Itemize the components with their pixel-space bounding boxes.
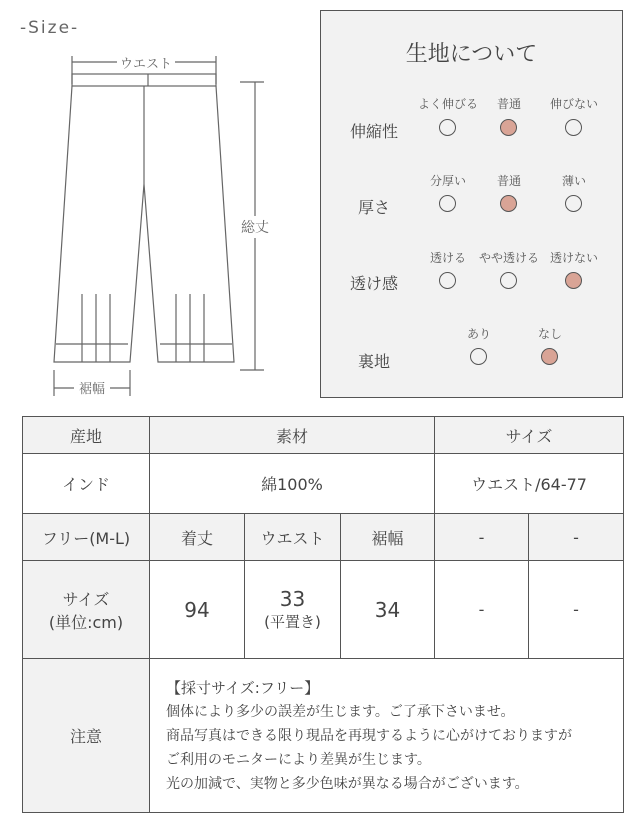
empty-header-2: -	[529, 514, 624, 561]
notes-label: 注意	[23, 659, 150, 813]
stretch-label: 伸縮性	[349, 122, 398, 141]
stretch-radio-high	[439, 119, 456, 136]
size-heading: -Size-	[20, 18, 80, 38]
empty-value-2: -	[529, 561, 624, 659]
notes-line: ご利用のモニターにより差異が生じます。	[166, 751, 431, 768]
thickness-option-thin: 薄い	[561, 174, 586, 188]
waist-value-cell	[245, 561, 341, 659]
sheerness-radio-sheer	[439, 272, 456, 289]
thickness-radio-normal	[500, 195, 517, 212]
lining-radio-no	[541, 348, 558, 365]
waist-header: ウエスト	[245, 514, 341, 561]
lining-option-no: なし	[537, 327, 562, 341]
sheerness-label: 透け感	[349, 274, 398, 293]
thickness-option-thick: 分厚い	[429, 174, 466, 188]
stretch-option-normal: 普通	[496, 97, 521, 111]
table-row	[23, 454, 624, 514]
waist-label: ウエスト	[119, 57, 173, 72]
stretch-option-high: よく伸びる	[417, 97, 478, 111]
sheerness-option-none: 透けない	[549, 251, 598, 265]
fabric-title: 生地について	[405, 42, 538, 67]
empty-value-1: -	[435, 561, 529, 659]
waist-value: 33	[279, 587, 306, 611]
thickness-radio-thick	[439, 195, 456, 212]
pants-diagram	[40, 44, 290, 404]
hem-value: 34	[341, 561, 435, 659]
table-row	[23, 659, 624, 813]
empty-header-1: -	[435, 514, 529, 561]
lining-radio-yes	[470, 348, 487, 365]
thickness-radio-thin	[565, 195, 582, 212]
length-label: 総丈	[241, 220, 269, 236]
notes-line: 光の加減で、実物と多少色味が異なる場合がございます。	[166, 775, 529, 792]
size-header: サイズ	[435, 417, 624, 454]
thickness-option-normal: 普通	[496, 174, 521, 188]
notes-heading: 【採寸サイズ:フリー】	[166, 678, 320, 697]
sheerness-option-slightly: やや透ける	[478, 251, 539, 265]
table-row	[23, 561, 624, 659]
fabric-info-panel	[320, 10, 623, 398]
size-value: ウエスト/64-77	[435, 454, 624, 514]
hem-label: 裾幅	[78, 382, 106, 397]
table-row	[23, 514, 624, 561]
origin-header: 産地	[23, 417, 150, 454]
lining-option-yes: あり	[466, 327, 491, 341]
length-value: 94	[150, 561, 245, 659]
length-header: 着丈	[150, 514, 245, 561]
sheerness-radio-none	[565, 272, 582, 289]
spec-table	[22, 416, 624, 813]
waist-note: (平置き)	[264, 613, 321, 631]
notes-cell	[150, 659, 624, 813]
hem-header: 裾幅	[341, 514, 435, 561]
stretch-radio-low	[565, 119, 582, 136]
stretch-radio-normal	[500, 119, 517, 136]
thickness-label: 厚さ	[357, 198, 390, 217]
table-row	[23, 417, 624, 454]
sheerness-option-sheer: 透ける	[429, 251, 466, 265]
origin-value: インド	[23, 454, 150, 514]
material-value: 綿100%	[150, 454, 435, 514]
waistband	[72, 74, 216, 86]
material-header: 素材	[150, 417, 435, 454]
notes-line: 個体により多少の誤差が生じます。ご了承下さいませ。	[166, 703, 515, 720]
lining-label: 裏地	[357, 352, 390, 371]
notes-line: 商品写真はできる限り現品を再現するように心がけておりますが	[166, 727, 572, 744]
stretch-option-low: 伸びない	[549, 97, 598, 111]
size-unit-label: サイズ (単位:cm)	[23, 561, 150, 659]
sheerness-radio-slightly	[500, 272, 517, 289]
free-size-label: フリー(M-L)	[23, 514, 150, 561]
